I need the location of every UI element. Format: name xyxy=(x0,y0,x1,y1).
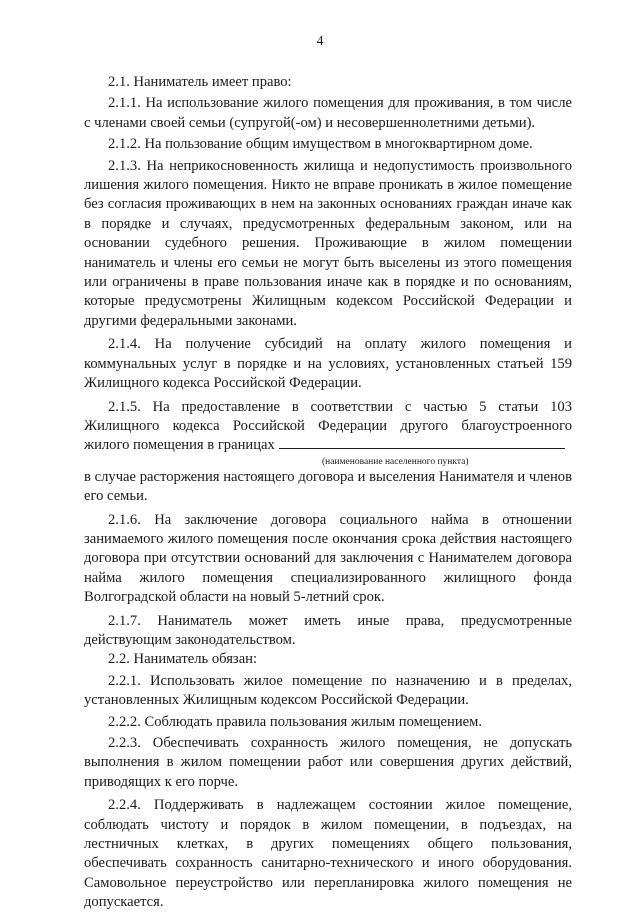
settlement-name-caption: (наименование населенного пункта) xyxy=(322,456,469,467)
clause-2-1-2: 2.1.2. На пользование общим имуществом в многоквартирном доме. xyxy=(108,136,533,153)
clause-2-1-6: 2.1.6. На заключение договора социального найма в отношении занимаемого жилого помещения после окончания срока действия настоящего договора при отсутствии оснований для заключения с Нанимателем договора найма жилого помещения специализированного жилищного фонда Волгоградской области на новый 5-летний срок. xyxy=(84,511,572,606)
clause-2-1-1: 2.1.1. На использование жилого помещения для проживания, в том числе с членами своей семьи (супругой(-ом) и несовершеннолетними детьми). xyxy=(84,95,572,131)
clause-2-1-5-continuation: в случае расторжения настоящего договора и выселения Нанимателя и членов его семьи. xyxy=(84,468,572,505)
clause-2-1-5 xyxy=(84,398,572,456)
settlement-name-blank xyxy=(279,436,565,449)
clause-2-2-4: 2.2.4. Поддерживать в надлежащем состоянии жилое помещение, соблюдать чистоту и порядок в жилом помещении, в подъездах, на лестничных клетках, в других помещениях общего пользования, обеспечивать сохранность санитарно-технического и иного оборудования. Самовольное переустройство или перепланировка жилого помещения не допускается. xyxy=(84,797,572,911)
clause-2-2-2: 2.2.2. Соблюдать правила пользования жилым помещением. xyxy=(108,713,483,730)
page-number: 4 xyxy=(316,34,324,49)
section-2-1-heading: 2.1. Наниматель имеет право: xyxy=(108,74,292,90)
clause-2-1-4: 2.1.4. На получение субсидий на оплату жилого помещения и коммунальных услуг в порядке и на условиях, установленных статьей 159 Жилищного кодекса Российской Федерации. xyxy=(84,336,572,392)
clause-2-1-7: 2.1.7. Наниматель может иметь иные права, предусмотренные действующим законодательством. xyxy=(84,612,572,648)
clause-2-2-1: 2.2.1. Использовать жилое помещение по назначению и в пределах, установленных Жилищным кодексом Российской Федерации. xyxy=(84,672,572,709)
clause-2-2-3: 2.2.3. Обеспечивать сохранность жилого помещения, не допускать выполнения в жилом помещении работ или совершения других действий, приводящих к его порче. xyxy=(84,735,572,790)
document-body xyxy=(84,73,572,913)
clause-2-1-3: 2.1.3. На неприкосновенность жилища и недопустимость произвольного лишения жилого помещения. Никто не вправе проникать в жилое помещение без согласия проживающих в нем на законных основаниях граждан иначе как в порядке и случаях, предусмотренных федеральным законом, или на основании судебного решения. Проживающие в жилом помещении наниматель и члены его семьи не могут быть выселены из этого помещения или ограничены в праве пользования иначе как в порядке и по основаниям, которые предусмотрены Жилищным кодексом Российской Федерации и другими федеральными законами. xyxy=(84,157,572,329)
section-2-2-heading: 2.2. Наниматель обязан: xyxy=(108,651,258,668)
clause-2-1-5-text: 2.1.5. На предоставление в соответствии с частью 5 статьи 103 Жилищного кодекса Российской Федерации другого благоустроенного жилого помещения в границах xyxy=(84,398,572,454)
